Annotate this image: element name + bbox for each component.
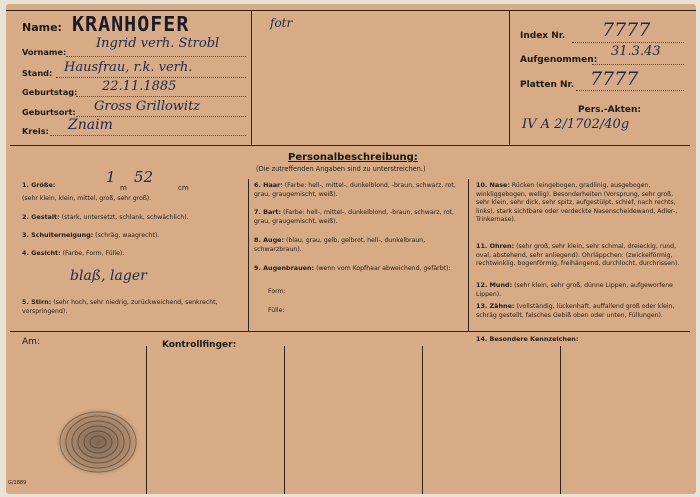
- name-value: KRANHOFER: [72, 12, 190, 36]
- description-title: Personalbeschreibung:: [288, 152, 418, 163]
- item-ohren-label: 11. Ohren:: [476, 242, 515, 250]
- corner-mark: G/1889: [8, 480, 27, 486]
- item-zaehne-text: (vollständig, lückenhaft, auffallend groß oder klein, schräg gestellt, falsches Gebiß oben oder unten, Füllungen).: [476, 303, 675, 319]
- item-haar-label: 6. Haar:: [254, 181, 283, 189]
- vorname-dotline: [66, 56, 246, 57]
- kontrollfinger-label: Kontrollfinger:: [162, 340, 237, 350]
- item-haar: [254, 181, 464, 199]
- finger-box-line: [146, 346, 147, 494]
- groesse-meter: 1: [106, 168, 116, 186]
- item-gesicht-label: 4. Gesicht:: [22, 249, 61, 257]
- item-mund: [476, 281, 684, 299]
- geburtsort-value: Gross Grillowitz: [94, 99, 201, 114]
- item-schulter-label: 3. Schulterneigung:: [22, 231, 94, 239]
- item-ohren: [476, 242, 684, 269]
- item-mund-label: 12. Mund:: [476, 281, 513, 289]
- finger-box-line: [422, 346, 423, 494]
- item-gestalt-text: (stark, untersetzt, schlank, schwächlich).: [61, 214, 189, 221]
- registration-card: [6, 4, 696, 494]
- header-column-line: [251, 10, 252, 145]
- item-schulter: [22, 231, 242, 241]
- item-nase: [476, 181, 684, 225]
- name-label: Name:: [22, 21, 62, 34]
- item-zaehne-label: 13. Zähne:: [476, 302, 515, 310]
- desc-column-line: [468, 179, 469, 331]
- geburtsort-label: Geburtsort:: [22, 107, 76, 117]
- description-subtitle: (Die zutreffenden Angaben sind zu unterstreichen.): [256, 165, 426, 173]
- stand-dotline: [56, 77, 246, 78]
- stand-value: Hausfrau, r.k. verh.: [64, 60, 193, 75]
- item-kennzeichen-label: 14. Besondere Kennzeichen:: [476, 335, 579, 343]
- vorname-value: Ingrid verh. Strobl: [96, 36, 220, 51]
- akten-label: Pers.-Akten:: [578, 105, 642, 115]
- description-divider: [10, 331, 690, 332]
- item-nase-label: 10. Nase:: [476, 181, 510, 189]
- stand-label: Stand:: [22, 68, 53, 78]
- item-groesse: [22, 181, 242, 191]
- item-mund-text: (sehr klein, sehr groß, dünne Lippen, aufgeworfene Lippen).: [476, 282, 673, 298]
- aufgenommen-dotline: [592, 64, 684, 65]
- item-gesicht-text: (Farbe, Form, Fülle).: [62, 250, 125, 257]
- item-kennzeichen: [476, 335, 684, 345]
- vorname-label: Vorname:: [22, 47, 67, 57]
- item-ohren-text: (sehr groß, sehr klein, sehr schmal, dreieckig, rund, oval, abstehend, sehr anliegend). Ohrläppchen: (zwickelförmig, rechtwinklig, bogenförmig, freihängend, durchlocht, durchrissen).: [476, 243, 680, 268]
- item-augenbrauen: [254, 264, 464, 274]
- gesicht-value: blaß, lager: [70, 268, 147, 284]
- item-bart-text: (Farbe: hell-, mittel-, dunkelblond, -braun, schwarz, rot, grau, graugemischt, weiß).: [254, 209, 455, 225]
- geburtstag-label: Geburtstag:: [22, 87, 78, 97]
- item-augenbrauen-text: (wenn vom Kopfhaar abweichend, gefärbt):: [316, 265, 451, 272]
- groesse-cm: 52: [134, 168, 154, 186]
- finger-box-line: [284, 346, 285, 494]
- item-auge-text: (blau, grau, gelb, gelbrot, hell-, dunkelbraun, schwarzbraun).: [254, 237, 426, 253]
- item-auge: [254, 236, 464, 254]
- geburtstag-dotline: [76, 96, 246, 97]
- item-schulter-text: (schräg, waagrecht).: [95, 232, 160, 239]
- akten-value: IV A 2/1702/40g: [522, 117, 630, 132]
- item-stirn-label: 5. Stirn:: [22, 298, 52, 306]
- item-groesse-label: 1. Größe:: [22, 181, 56, 189]
- geburtstag-value: 22.11.1885: [102, 79, 177, 94]
- aufgenommen-value: 31.3.43: [611, 44, 661, 59]
- platten-value: 7777: [590, 68, 639, 90]
- groesse-cm-unit: cm: [178, 184, 189, 192]
- header-divider: [10, 145, 690, 146]
- index-dotline: [572, 42, 684, 43]
- platten-dotline: [576, 90, 684, 91]
- aufgenommen-label: Aufgenommen:: [520, 55, 598, 65]
- finger-box-line: [560, 346, 561, 494]
- form-label: Form:: [268, 288, 286, 295]
- item-gestalt-label: 2. Gestalt:: [22, 213, 60, 221]
- item-haar-text: (Farbe: hell-, mittel-, dunkelblond, -braun, schwarz, rot, grau, graugemischt, weiß).: [254, 182, 456, 198]
- platten-label: Platten Nr.: [520, 80, 575, 90]
- kreis-label: Kreis:: [22, 126, 49, 136]
- item-nase-text: Rücken (eingebogen, gradlinig, ausgebogen, winkliggebogen, wellig). Besonderheiten (Vorsprung, sehr groß, sehr klein, sehr dick, sehr spitz, aufgestülpt, schief, nach rechts, links), stark sichtbare oder verdeckte Nasenscheidewand, Adler-, Trinkernase).: [476, 182, 678, 224]
- fingerprint-image: [52, 402, 144, 480]
- item-stirn: [22, 298, 242, 316]
- index-label: Index Nr.: [520, 31, 566, 41]
- middle-note: fotr: [270, 16, 293, 30]
- index-value: 7777: [602, 19, 651, 41]
- item-bart-label: 7. Bart:: [254, 208, 282, 216]
- item-groesse-text: (sehr klein, klein, mittel, groß, sehr groß).: [22, 195, 152, 202]
- item-gestalt: [22, 213, 242, 223]
- item-auge-label: 8. Auge:: [254, 236, 285, 244]
- item-zaehne: [476, 302, 684, 320]
- desc-column-line: [248, 179, 249, 331]
- top-border: [6, 10, 696, 11]
- item-augenbrauen-label: 9. Augenbrauen:: [254, 264, 315, 272]
- groesse-m-unit: m: [120, 184, 127, 192]
- kreis-dotline: [50, 135, 246, 136]
- item-stirn-text: (sehr hoch, sehr niedrig, zurückweichend, senkrecht, vorspringend).: [22, 299, 218, 315]
- am-label: Am:: [22, 337, 40, 347]
- item-bart: [254, 208, 464, 226]
- item-gesicht: [22, 249, 242, 259]
- kreis-value: Znaim: [68, 117, 113, 133]
- header-column-line: [509, 10, 510, 145]
- fuelle-label: Fülle:: [268, 307, 285, 314]
